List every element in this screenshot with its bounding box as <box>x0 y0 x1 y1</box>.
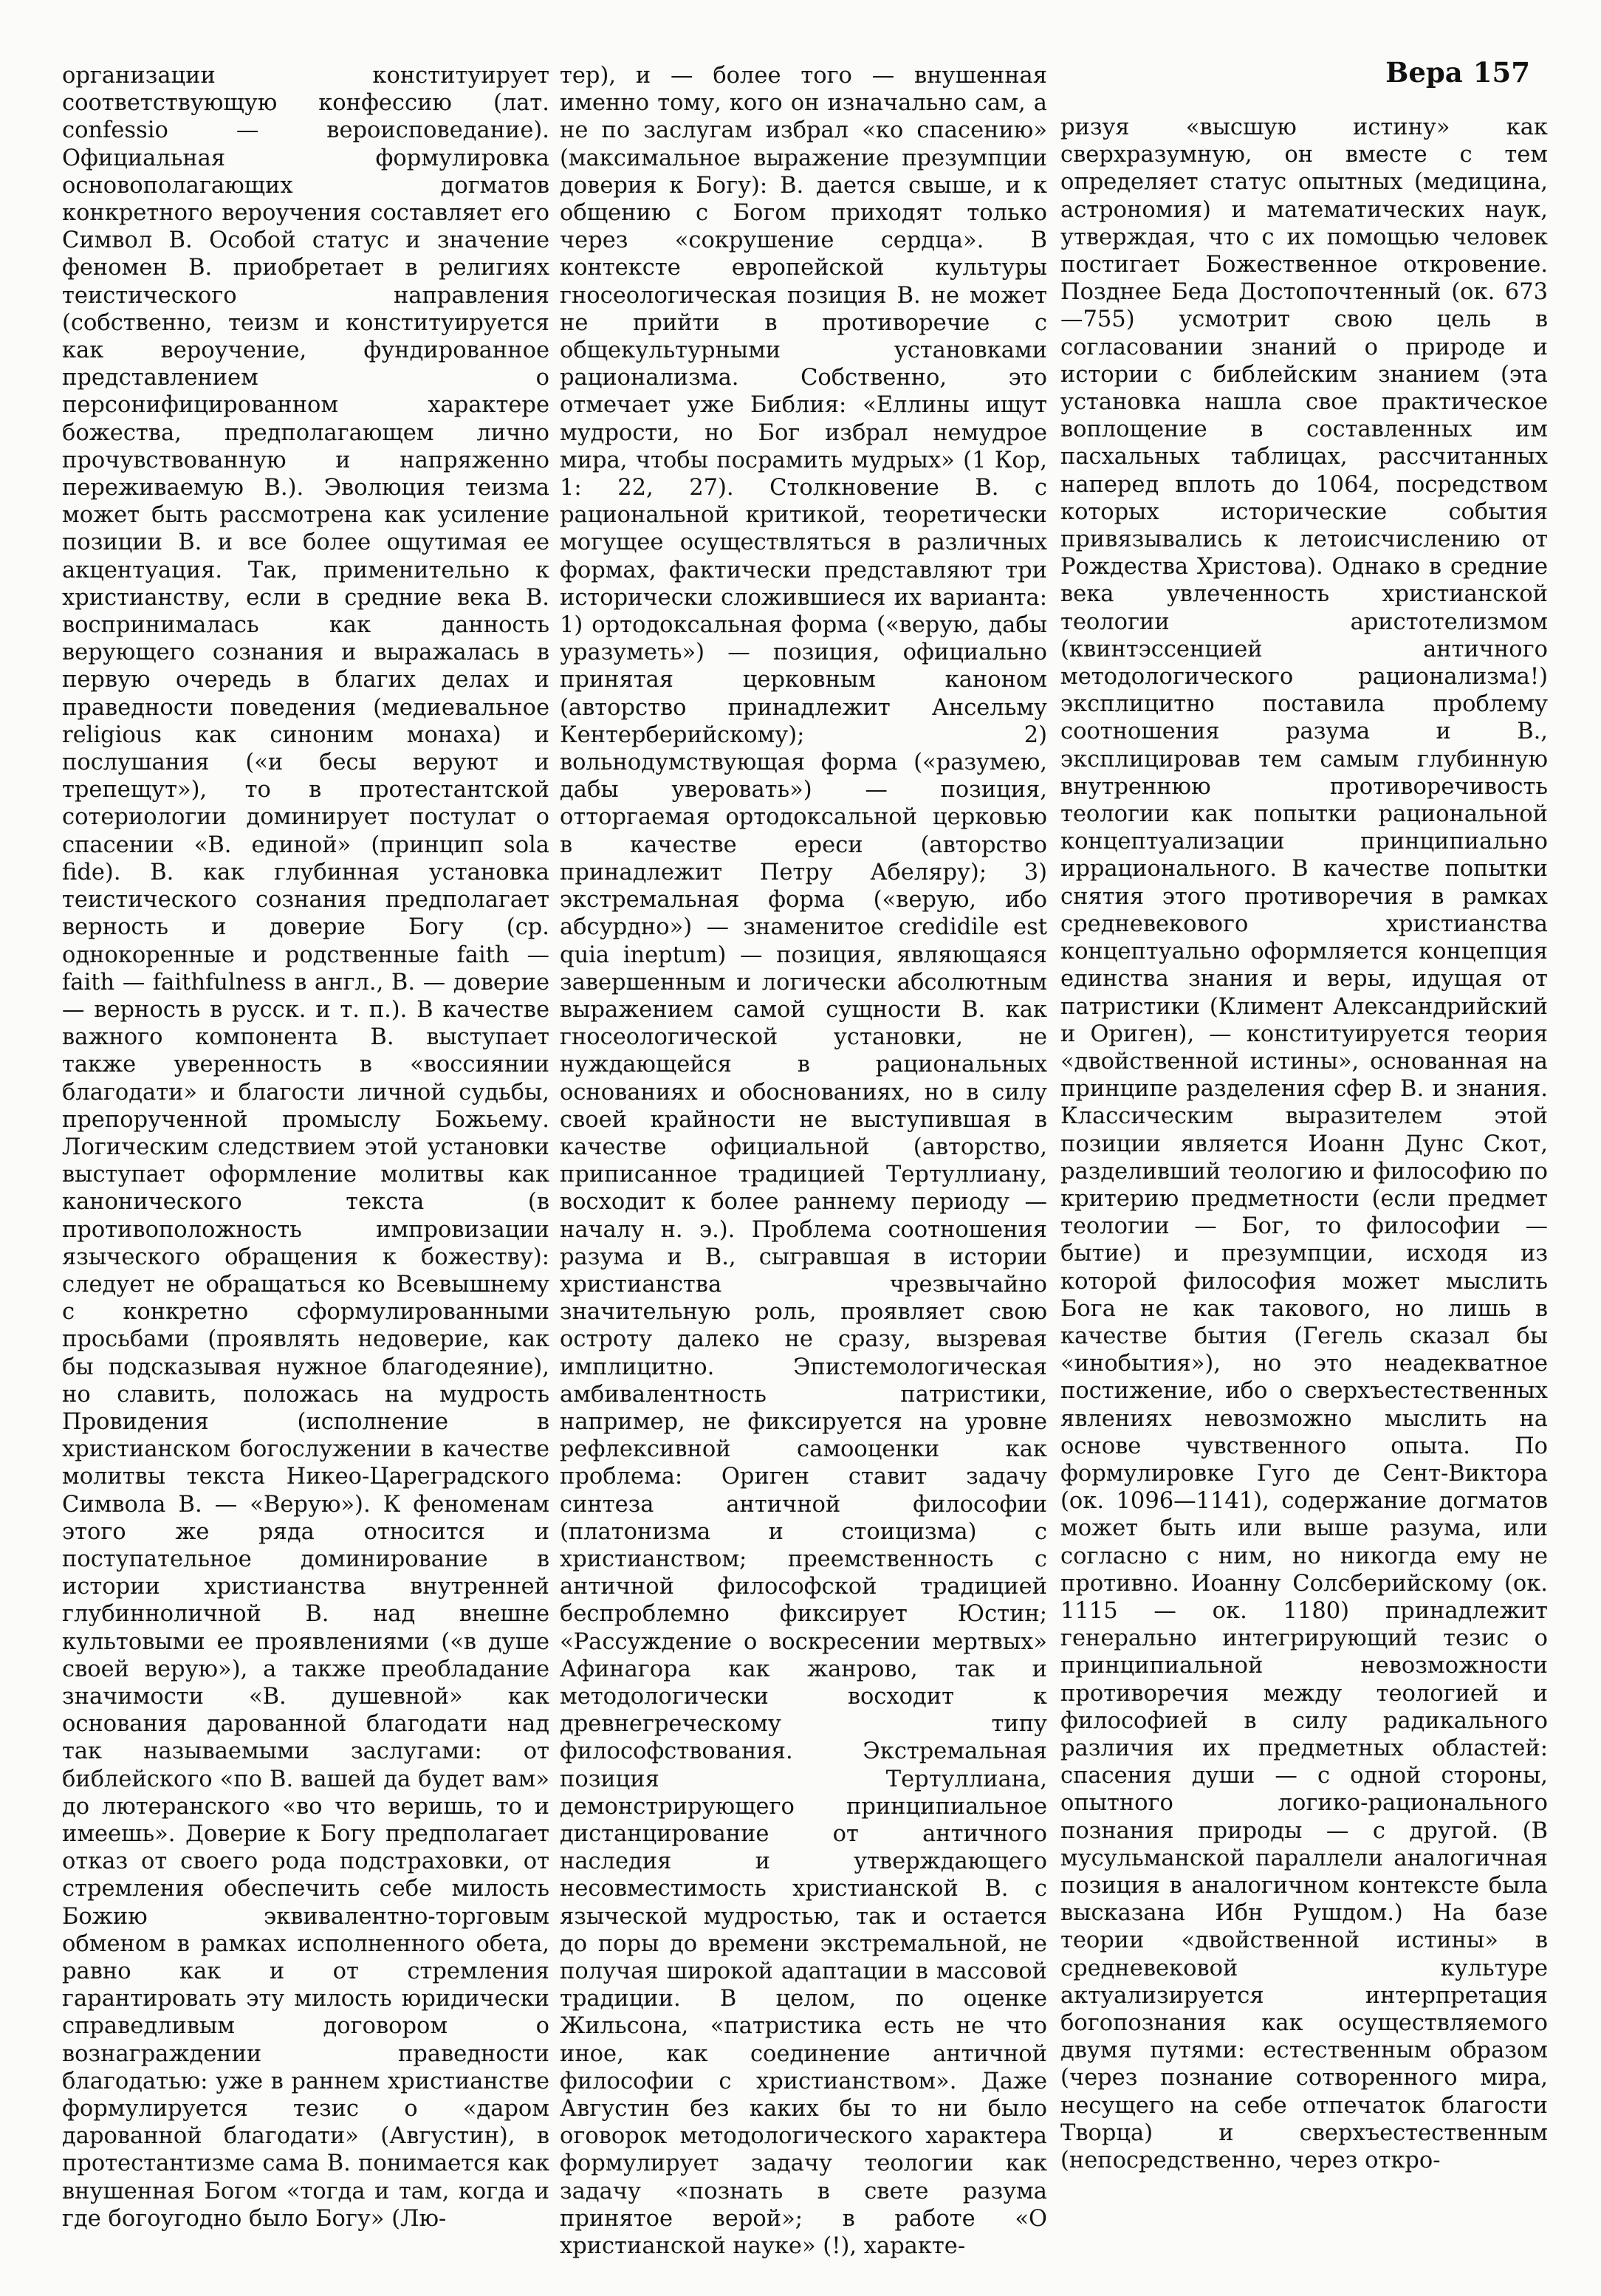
text-column-2: тер), и — более того — внушенная именно тому, кого он изначально сам, а не по заслугам избрал «ко спасению» (максимальное выражение презумпции доверия к Богу): В. дается свыше, и к общению с Богом приходят только через «сокрушение сердца». В контексте европейской культуры гносеологическая позиция В. не может не прийти в противоречие с общекультурными установками рационализма. Собственно, это отмечает уже Библия: «Еллины ищут мудрости, но Бог избрал немудрое мира, чтобы посрамить мудрых» (1 Кор, 1: 22, 27). Столкновение В. с рациональной критикой, теоретически могущее осуществляться в различных формах, фактически представляют три исторически сложившиеся их варианта: 1) ортодоксальная форма («верую, дабы уразуметь») — позиция, официально принятая церковным каноном (авторство принадлежит Ансельму Кентерберийскому); 2) вольнодумствующая форма («разумею, дабы уверовать») — позиция, отторгаемая ортодоксальной церковью в качестве ереси (авторство принадлежит Петру Абеляру); 3) экстремальная форма («верую, ибо абсурдно») — знаменитое credidile est quia ineptum) — позиция, являющаяся завершенным и логически абсолютным выражением самой сущности В. как гносеологической установки, не нуждающейся в рациональных основаниях и обоснованиях, но в силу своей крайности не выступившая в качестве официальной (авторство, приписанное традицией Тертуллиану, восходит к более раннему периоду — началу н. э.). Проблема соотношения разума и В., сыгравшая в истории христианства чрезвычайно значительную роль, проявляет свою остроту далеко не сразу, вызревая имплицитно. Эпистемологическая амбивалентность патристики, например, не фиксируется на уровне рефлексивной самооценки как проблема: Ориген ставит задачу синтеза античной философии (платонизма и стоицизма) с христианством; преемственность с античной философской традицией беспроблемно фиксирует Юстин; «Рассуждение о воскресении мертвых» Афинагора как жанрово, так и методологически восходит к древнегреческому типу философствования. Экстремальная позиция Тертуллиана, демонстрирующего принципиальное дистанцирование от античного наследия и утверждающего несовместимость христианской В. с языческой мудростью, так и остается до поры до времени экстремальной, не получая широкой адаптации в массовой традиции. В целом, по оценке Жильсона, «патристика есть не что иное, как соединение античной философии с христианством». Даже Августин без каких бы то ни было оговорок методологического характера формулирует задачу теологии как задачу «познать в свете разума принятое верой»; в работе «О христианской науке» (!), характе- <box>560 63 1047 2260</box>
text-column-1: организации конституирует соответствующую конфессию (лат. confessio — вероисповедание). Официальная формулировка основополагающих догматов конкретного вероучения составляет его Символ В. Особой статус и значение феномен В. приобретает в религиях теистического направления (собственно, теизм и конституируется как вероучение, фундированное представлением о персонифицированном характере божества, предполагающем лично прочувствованную и напряженно переживаемую В.). Эволюция теизма может быть рассмотрена как усиление позиции В. и все более ощутимая ее акцентуация. Так, применительно к христианству, если в средние века В. воспринималась как данность верующего сознания и выражалась в первую очередь в благих делах и праведности поведения (медиевальное religious как синоним монаха) и послушания («и бесы веруют и трепещут»), то в протестантской сотериологии доминирует постулат о спасении «В. единой» (принцип sola fide). В. как глубинная установка теистического сознания предполагает верность и доверие Богу (ср. однокоренные и родственные faith — faith — faithfulness в англ., В. — доверие — верность в русск. и т. п.). В качестве важного компонента В. выступает также уверенность в «воссиянии благодати» и благости личной судьбы, препорученной промыслу Божьему. Логическим следствием этой установки выступает оформление молитвы как канонического текста (в противоположность импровизации языческого обращения к божеству): следует не обращаться ко Всевышнему с конкретно сформулированными просьбами (проявлять недоверие, как бы подсказывая нужное благодеяние), но славить, положась на мудрость Провидения (исполнение в христианском богослужении в качестве молитвы текста Никео-Цареградского Символа В. — «Верую»). К феноменам этого же ряда относится и поступательное доминирование в истории христианства внутренней глубинноличной В. над внешне культовыми ее проявлениями («в душе своей верую»), а также преобладание значимости «В. душевной» как основания дарованной благодати над так называемыми заслугами: от библейского «по В. вашей да будет вам» до лютеранского «во что веришь, то и имеешь». Доверие к Богу предполагает отказ от своего рода подстраховки, от стремления обеспечить себе милость Божию эквивалентно-торговым обменом в рамках исполненного обета, равно как и от стремления гарантировать эту милость юридически справедливым договором о вознаграждении праведности благодатью: уже в раннем христианстве формулируется тезис о «даром дарованной благодати» (Августин), в протестантизме сама В. понимается как внушенная Богом «тогда и там, когда и где богоугодно было Богу» (Лю- <box>62 63 549 2232</box>
text-column-3: ризуя «высшую истину» как сверхразумную, он вместе с тем определяет статус опытных (медицина, астрономия) и математических наук, утверждая, что с их помощью человек постигает Божественное откровение. Позднее Беда Достопочтенный (ок. 673—755) усмотрит свою цель в согласовании знаний о природе и истории с библейским знанием (эта установка нашла свое практическое воплощение в составленных им пасхальных таблицах, рассчитанных наперед вплоть до 1064, посредством которых исторические события привязывались к летоисчислению от Рождества Христова). Однако в средние века увлеченность христианской теологии аристотелизмом (квинтэссенцией античного методологического рационализма!) эксплицитно поставила проблему соотношения разума и В., эксплицировав тем самым глубинную внутреннюю противоречивость теологии как попытки рациональной концептуализации принципиально иррационального. В качестве попытки снятия этого противоречия в рамках средневекового христианства концептуально оформляется концепция единства знания и веры, идущая от патристики (Климент Александрийский и Ориген), — конституируется теория «двойственной истины», основанная на принципе разделения сфер В. и знания. Классическим выразителем этой позиции является Иоанн Дунс Скот, разделивший теологию и философию по критерию предметности (если предмет теологии — Бог, то философии — бытие) и презумпции, исходя из которой философия может мыслить Бога не как такового, но лишь в качестве бытия (Гегель сказал бы «инобытия»), но это неадекватное постижение, ибо о сверхъестественных явлениях невозможно мыслить на основе чувственного опыта. По формулировке Гуго де Сент-Виктора (ок. 1096—1141), содержание догматов может быть или выше разума, или согласно с ним, но никогда ему не противно. Иоанну Солсберийскому (ок. 1115 — ок. 1180) принадлежит генерально интегрирующий тезис о принципиальной невозможности противоречия между теологией и философией в силу радикального различия их предметных областей: спасения души — с одной стороны, опытного логико-рационального познания природы — с другой. (В мусульманской параллели аналогичная позиция в аналогичном контексте была высказана Ибн Рушдом.) На базе теории «двойственной истины» в средневековой культуре актуализируется интерпретация богопознания как осуществляемого двумя путями: естественным образом (через познание сотворенного мира, несущего на себе отпечаток благости Творца) и сверхъестественным (непосредственно, через откро- <box>1060 114 1548 2174</box>
page-number: 157 <box>1473 56 1530 89</box>
header-title: Вера <box>1385 56 1463 89</box>
running-header <box>1375 56 1530 89</box>
